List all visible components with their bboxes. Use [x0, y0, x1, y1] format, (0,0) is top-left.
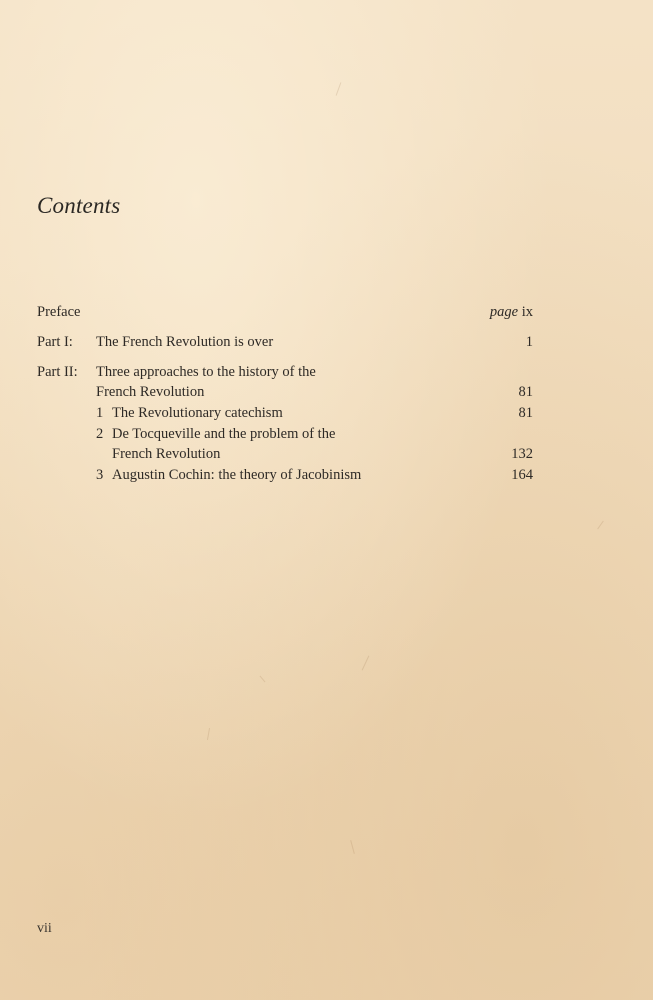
- part-label: Part I:: [37, 334, 73, 350]
- page-number: 81: [518, 384, 533, 400]
- paper-fiber: [336, 82, 342, 95]
- entry-title: The Revolutionary catechism: [112, 405, 283, 421]
- chapter-number: 3: [96, 467, 104, 483]
- chapter-number: 1: [96, 405, 104, 421]
- paper-fiber: [207, 728, 210, 740]
- toc-entry-preface: [37, 302, 533, 322]
- paper-fiber: [362, 656, 370, 671]
- entry-title: Preface: [37, 304, 81, 320]
- page-number: 164: [511, 467, 533, 483]
- page-folio: vii: [37, 921, 52, 936]
- entry-title-line-1: Three approaches to the history of the: [96, 364, 316, 380]
- entry-title: The French Revolution is over: [96, 334, 274, 350]
- page-number: 1: [525, 334, 533, 350]
- toc-entry-part-2: [37, 362, 533, 382]
- page-number: 81: [518, 405, 533, 421]
- page-number: 132: [511, 446, 533, 462]
- paper-fiber: [260, 676, 266, 683]
- page-word: page: [489, 304, 519, 320]
- entry-title-line-1: De Tocqueville and the problem of the: [112, 426, 336, 442]
- toc-entry-chapter-2: [37, 424, 533, 444]
- page-value: ix: [521, 304, 533, 320]
- entry-title-line-2: French Revolution: [96, 384, 205, 400]
- page-number: [490, 302, 533, 322]
- toc-entry-part-1: [37, 332, 533, 352]
- toc-entry-part-2-cont: [37, 382, 533, 402]
- entry-title-line-2: French Revolution: [112, 446, 221, 462]
- entry-title: Augustin Cochin: the theory of Jacobinism: [112, 467, 362, 483]
- paper-fiber: [597, 521, 604, 530]
- toc-entry-chapter-1: [37, 403, 533, 423]
- toc-entry-chapter-3: [37, 465, 533, 485]
- chapter-number: 2: [96, 426, 104, 442]
- contents-heading: Contents: [37, 193, 121, 218]
- toc-entry-chapter-2-cont: [37, 444, 533, 464]
- paper-fiber: [350, 840, 355, 854]
- part-label: Part II:: [37, 364, 78, 380]
